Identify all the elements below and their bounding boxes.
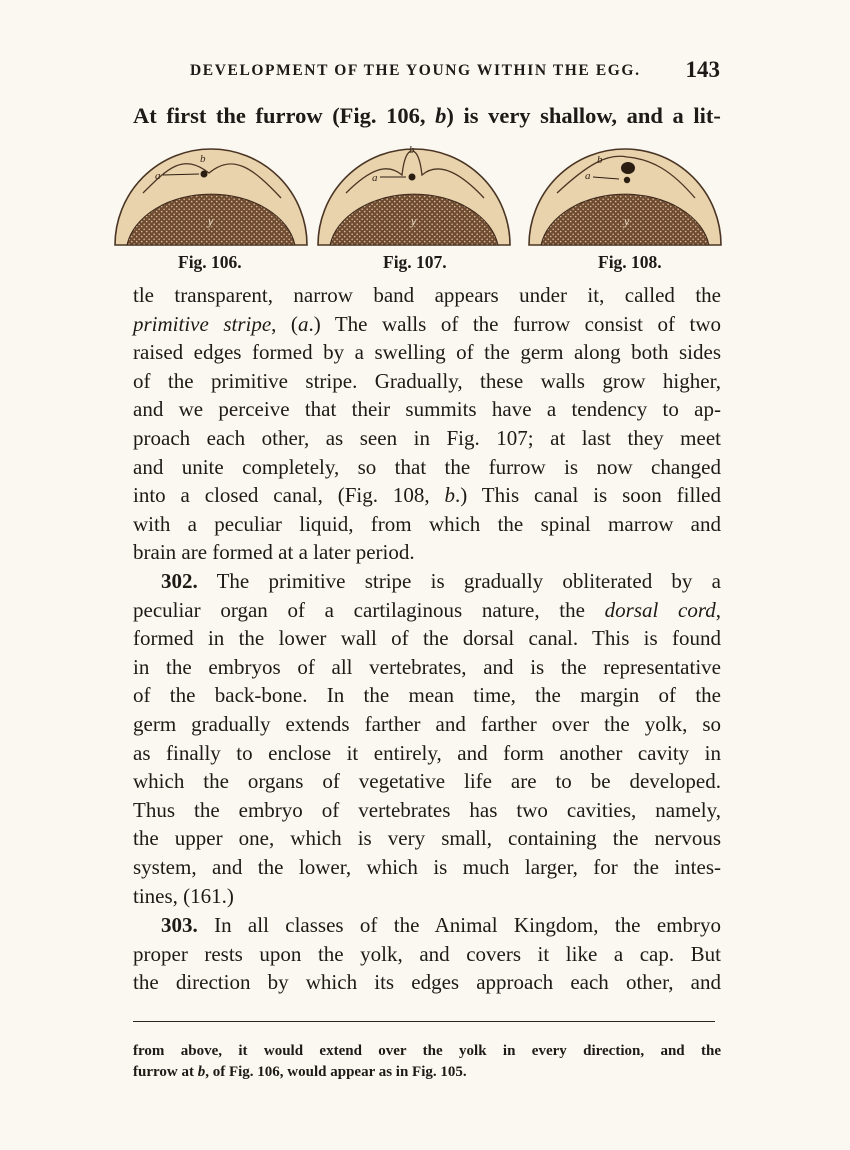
term-b: b bbox=[435, 103, 447, 128]
figure-107-label-y: y bbox=[411, 214, 417, 228]
figure-106-label-a: a bbox=[155, 170, 161, 182]
text-line: of the primitive stripe. Gradually, these walls grow higher, bbox=[133, 368, 721, 393]
first-text-line bbox=[133, 103, 721, 129]
text-fragment: , of Fig. 106, would appear as in Fig. 105. bbox=[205, 1064, 467, 1080]
figure-108-drawing bbox=[527, 143, 723, 247]
text-line: proper rests upon the yolk, and covers it like a cap. But bbox=[133, 941, 721, 966]
term-dorsal-cord: dorsal cord bbox=[604, 597, 716, 622]
running-head bbox=[190, 57, 720, 90]
text-line: tines, (161.) bbox=[133, 883, 234, 908]
first-line-word: a bbox=[672, 103, 684, 128]
term-a: a bbox=[297, 311, 309, 336]
text-line bbox=[133, 596, 721, 625]
first-line-word: lit- bbox=[693, 103, 721, 128]
figure-106-drawing bbox=[113, 143, 309, 247]
text-line: germ gradually extends farther and farther over the yolk, so bbox=[133, 711, 721, 736]
text-fragment: In all classes of the Animal Kingdom, the embryo bbox=[214, 913, 721, 937]
figure-108-label-a: a bbox=[585, 170, 591, 182]
text-fragment: , ( bbox=[271, 311, 298, 336]
text-fragment: peculiar organ of a cartilaginous nature, the bbox=[133, 597, 605, 622]
figure-108-label-y: y bbox=[624, 214, 630, 228]
figure-107-label-b: b bbox=[409, 144, 415, 156]
footnote-rule bbox=[133, 1021, 715, 1022]
text-fragment: into a closed canal, (Fig. 108, bbox=[133, 483, 445, 508]
first-line-word: furrow bbox=[255, 103, 323, 128]
first-line-word: very bbox=[488, 103, 531, 128]
first-line-word: first bbox=[166, 103, 207, 128]
figure-108-caption: Fig. 108. bbox=[598, 252, 662, 272]
text-line: proach each other, as seen in Fig. 107; at last they meet bbox=[133, 425, 721, 450]
text-line: brain are formed at a later period. bbox=[133, 540, 415, 565]
text-fragment: The primitive stripe is gradually obliterated by a bbox=[216, 569, 721, 593]
first-line-word: (Fig. bbox=[332, 103, 377, 128]
text-line: formed in the lower wall of the dorsal canal. This is found bbox=[133, 626, 721, 651]
paragraph-number: 303. bbox=[161, 913, 198, 937]
figure-106-caption: Fig. 106. bbox=[178, 252, 242, 272]
figure-106-label-b: b bbox=[200, 153, 206, 165]
text-line bbox=[133, 567, 721, 596]
running-title: DEVELOPMENT OF THE YOUNG WITHIN THE EGG. bbox=[190, 62, 641, 79]
paragraph-303 bbox=[133, 911, 721, 997]
term-b: b bbox=[444, 483, 456, 508]
first-line-word: and bbox=[626, 103, 663, 128]
text-line: tle transparent, narrow band appears under it, called the bbox=[133, 283, 721, 307]
text-line: and we perceive that their summits have a tendency to ap- bbox=[133, 397, 721, 422]
figure-107 bbox=[316, 143, 512, 247]
text-line: which the organs of vegetative life are to be developed. bbox=[133, 769, 721, 794]
text-line: of the back-bone. In the mean time, the margin of the bbox=[133, 683, 721, 708]
figure-107-drawing bbox=[316, 143, 512, 247]
first-line-word: 106, bbox=[386, 103, 426, 128]
text-line bbox=[133, 911, 721, 940]
footnote-line bbox=[133, 1062, 721, 1083]
text-line: system, and the lower, which is much larger, for the intes- bbox=[133, 854, 721, 879]
text-line: the upper one, which is very small, containing the nervous bbox=[133, 826, 721, 851]
figure-107-label-a: a bbox=[372, 172, 378, 184]
figure-108-label-b: b bbox=[597, 154, 603, 166]
figure-108 bbox=[527, 143, 723, 247]
figure-106-label-y: y bbox=[208, 214, 214, 228]
first-line-word: the bbox=[215, 103, 246, 128]
text-fragment: furrow at bbox=[133, 1064, 198, 1080]
text-line: in the embryos of all vertebrates, and is the representative bbox=[133, 654, 721, 679]
paragraph-number: 302. bbox=[161, 569, 198, 593]
text-line: as finally to enclose it entirely, and form another cavity in bbox=[133, 740, 721, 765]
paragraph-302 bbox=[133, 567, 721, 910]
text-line: and unite completely, so that the furrow is now changed bbox=[133, 454, 721, 479]
footnote bbox=[133, 1041, 721, 1083]
text-fragment: .) This canal is soon filled bbox=[455, 483, 721, 508]
page-number: 143 bbox=[685, 57, 720, 82]
text-line bbox=[133, 310, 721, 339]
text-line: raised edges formed by a swelling of the germ along both sides bbox=[133, 340, 721, 365]
first-line-word: is bbox=[463, 103, 479, 128]
text-line: Thus the embryo of vertebrates has two cavities, namely, bbox=[133, 797, 721, 822]
text-line bbox=[133, 481, 721, 510]
text-fragment: .) The walls of the furrow consist of two bbox=[308, 311, 721, 336]
term-primitive-stripe: primitive stripe bbox=[133, 311, 272, 336]
text-line: with a peculiar liquid, from which the spinal marrow and bbox=[133, 511, 721, 536]
first-line-word: b) bbox=[435, 103, 454, 128]
paragraph-continued bbox=[133, 281, 721, 567]
footnote-line: from above, it would extend over the yolk in every direction, and the bbox=[133, 1043, 721, 1059]
term-b: b bbox=[197, 1064, 206, 1080]
text-line: the direction by which its edges approach each other, and bbox=[133, 970, 721, 995]
figure-107-caption: Fig. 107. bbox=[383, 252, 447, 272]
figure-106 bbox=[113, 143, 309, 247]
first-line-word: At bbox=[133, 103, 157, 128]
first-line-word: shallow, bbox=[540, 103, 618, 128]
text-fragment: , bbox=[715, 597, 721, 622]
